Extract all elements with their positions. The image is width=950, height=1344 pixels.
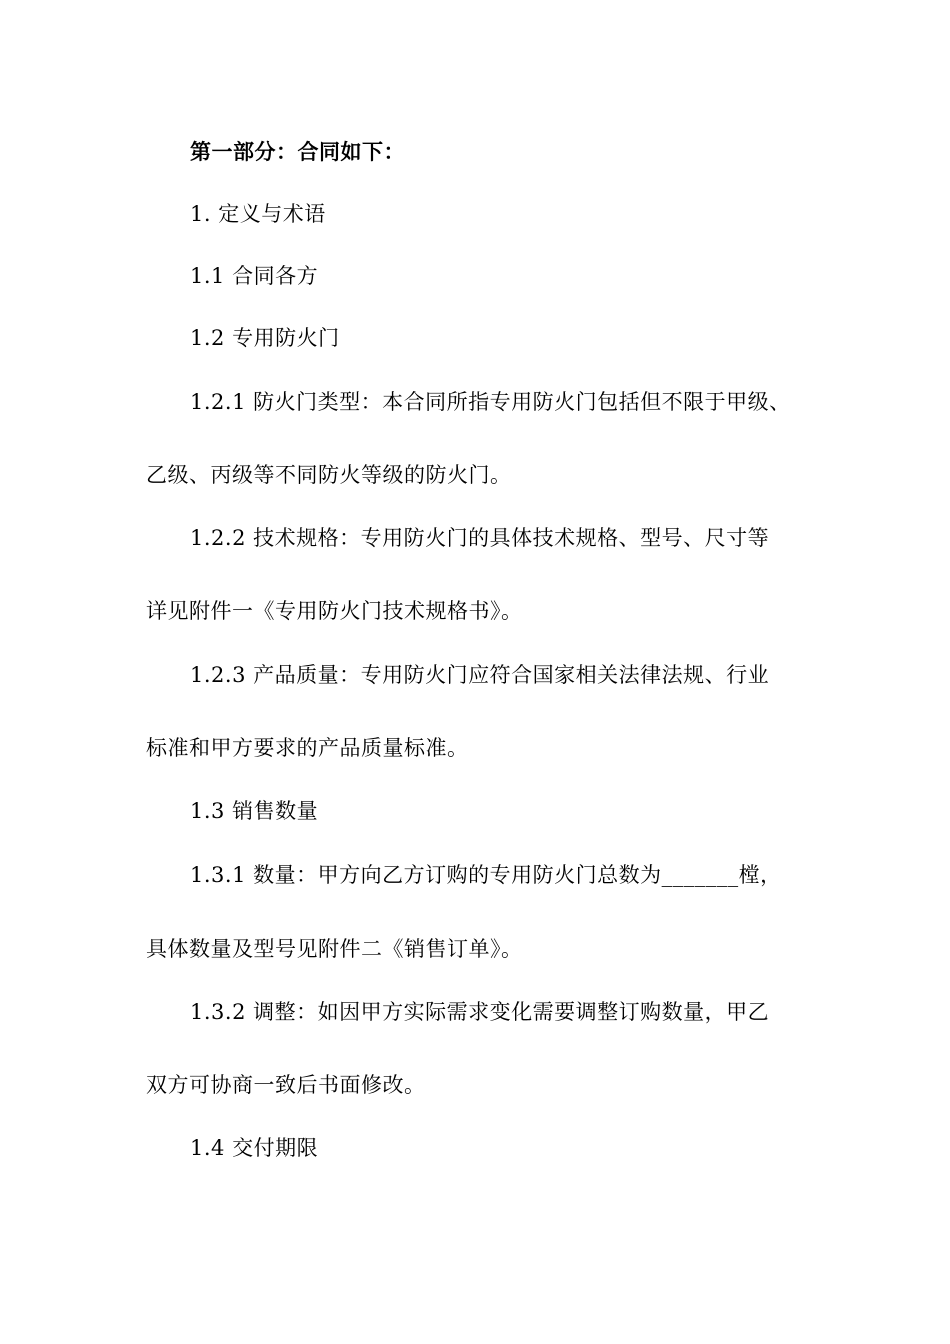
clause-1-2-1-line1: 1.2.1 防火门类型：本合同所指专用防火门包括但不限于甲级、 xyxy=(190,390,791,414)
clause-1-2: 1.2 专用防火门 xyxy=(190,326,340,350)
clause-1-3-1-line1: 1.3.1 数量：甲方向乙方订购的专用防火门总数为_______樘， xyxy=(190,863,782,887)
clause-1-2-3-line1: 1.2.3 产品质量：专用防火门应符合国家相关法律法规、行业 xyxy=(190,663,770,687)
clause-1-2-3-line2: 标准和甲方要求的产品质量标准。 xyxy=(146,736,469,760)
clause-1-2-2-line2: 详见附件一《专用防火门技术规格书》。 xyxy=(146,599,523,623)
clause-1: 1. 定义与术语 xyxy=(190,202,326,226)
clause-1-1: 1.1 合同各方 xyxy=(190,264,319,288)
clause-1-4: 1.4 交付期限 xyxy=(190,1136,319,1160)
clause-1-2-2-line1: 1.2.2 技术规格：专用防火门的具体技术规格、型号、尺寸等 xyxy=(190,526,770,550)
section-heading: 第一部分：合同如下： xyxy=(190,139,405,164)
clause-1-3-2-line2: 双方可协商一致后书面修改。 xyxy=(146,1073,426,1097)
clause-1-3-2-line1: 1.3.2 调整：如因甲方实际需求变化需要调整订购数量，甲乙 xyxy=(190,1000,770,1024)
clause-1-3-1-line2: 具体数量及型号见附件二《销售订单》。 xyxy=(146,937,523,961)
clause-1-2-1-line2: 乙级、丙级等不同防火等级的防火门。 xyxy=(146,463,512,487)
clause-1-3: 1.3 销售数量 xyxy=(190,799,319,823)
